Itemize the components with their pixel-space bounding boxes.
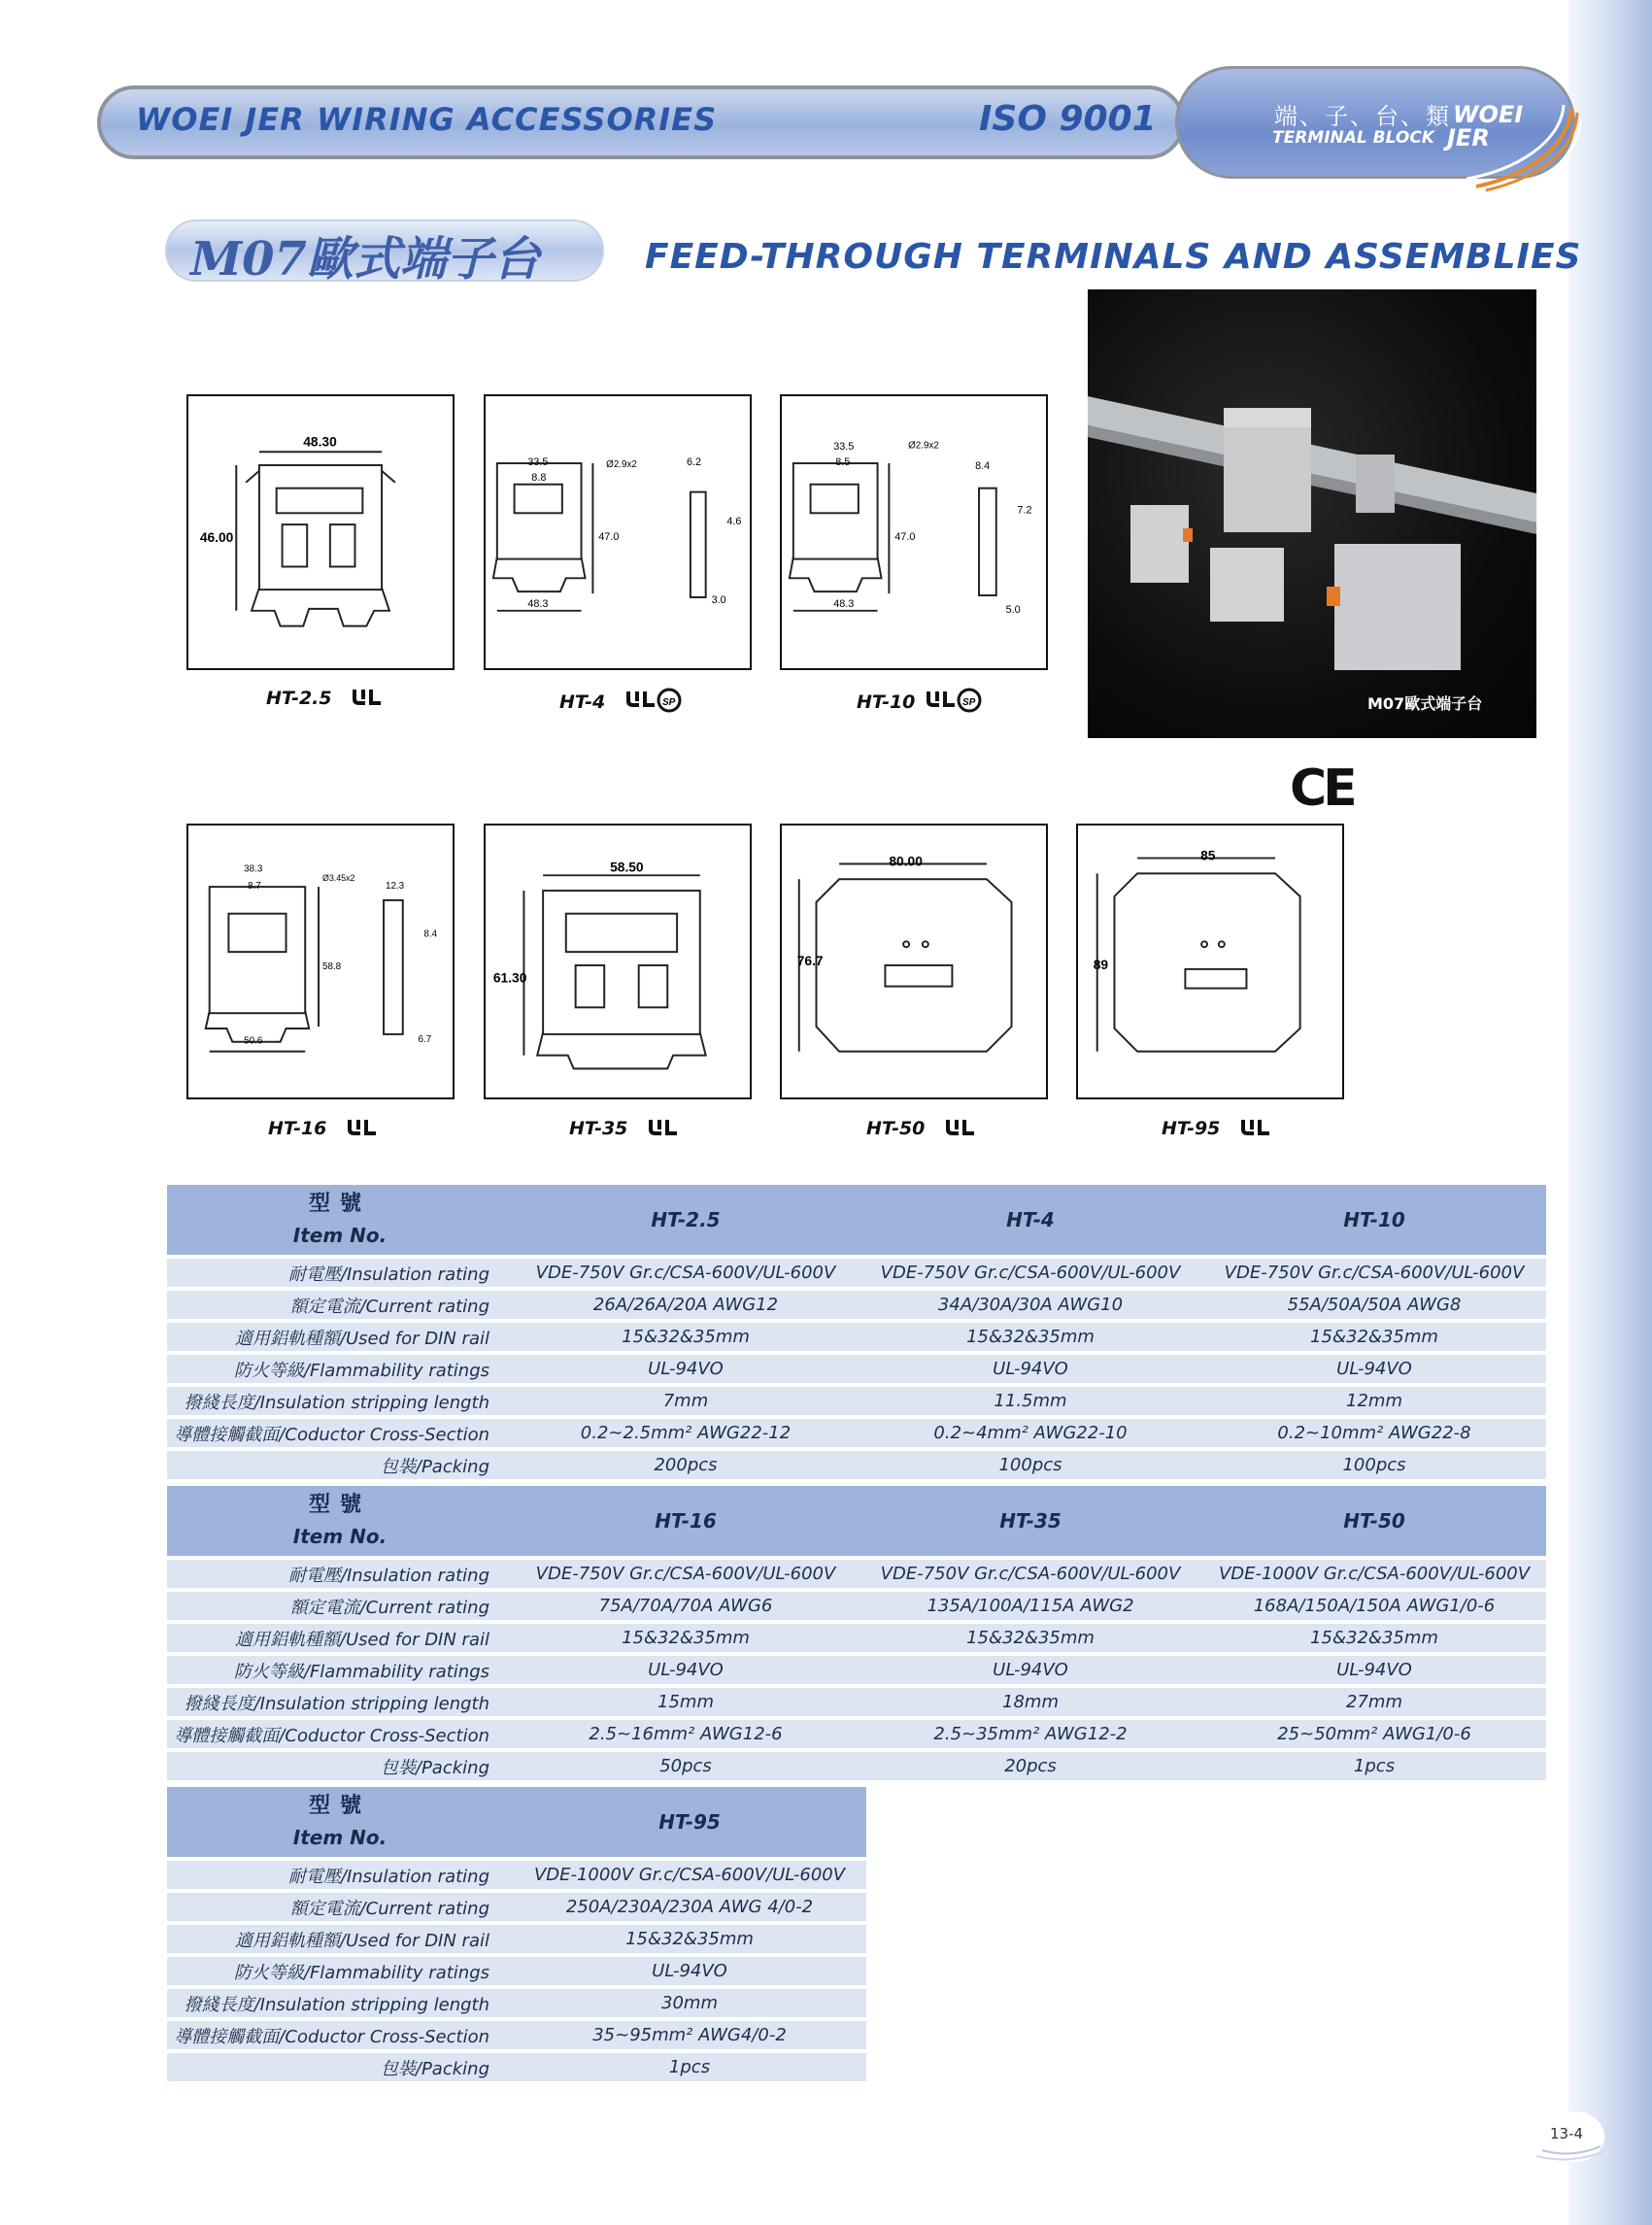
model-label-ht-35 (569, 1118, 681, 1140)
row-label: 包裝/Packing (167, 1451, 513, 1479)
ul-csa-cert-icon (625, 688, 682, 718)
table-cell: 7mm (513, 1387, 859, 1415)
table-cell: UL-94VO (859, 1656, 1202, 1684)
item-no-en: Item No. (292, 1224, 388, 1247)
row-label: 導體接觸截面/Coductor Cross-Section (167, 1720, 513, 1748)
model-label-text: HT-95 (1162, 1118, 1221, 1139)
row-label: 適用鋁軌種額/Used for DIN rail (167, 1925, 513, 1953)
table-cell: 135A/100A/115A AWG2 (859, 1592, 1202, 1620)
model-header: HT-4 (859, 1185, 1202, 1255)
photo-caption: M07歐式端子台 (1367, 694, 1483, 713)
table-cell: 11.5mm (859, 1387, 1202, 1415)
spec-table-1 (167, 1181, 1546, 1483)
page-number: 13-4 (1550, 2125, 1584, 2142)
drawing-ht-10 (780, 394, 1048, 670)
table-cell: 75A/70A/70A AWG6 (513, 1592, 859, 1620)
table-cell: VDE-1000V Gr.c/CSA-600V/UL-600V (1202, 1560, 1546, 1588)
table-row (167, 1656, 1546, 1684)
terminal-drawing-icon (486, 826, 750, 1097)
model-label-text: HT-4 (559, 691, 606, 713)
drawing-ht-95 (1076, 824, 1344, 1099)
drawing-ht-35 (484, 824, 752, 1099)
model-header: HT-50 (1202, 1486, 1546, 1556)
company-logo (1445, 97, 1523, 155)
model-label-ht-2-5 (266, 688, 385, 710)
table-row (167, 1720, 1546, 1748)
table-row (167, 1259, 1546, 1287)
table-cell: 2.5~16mm² AWG12-6 (513, 1720, 859, 1748)
table-cell: 0.2~10mm² AWG22-8 (1202, 1419, 1546, 1447)
table-cell: 27mm (1202, 1688, 1546, 1716)
svg-text:SP: SP (661, 697, 676, 708)
logo-english-text: TERMINAL BLOCK (1272, 128, 1434, 148)
dim-e: 47.0 (598, 530, 620, 543)
dim-f: 48.3 (527, 597, 549, 610)
table-cell: 55A/50A/50A AWG8 (1202, 1291, 1546, 1319)
table-cell: 15mm (513, 1688, 859, 1716)
dim-b: 8.8 (531, 471, 547, 484)
table-cell: 15&32&35mm (513, 1925, 866, 1953)
table-cell: 20pcs (859, 1752, 1202, 1780)
dim-d: 8.4 (423, 928, 438, 940)
model-label-text: HT-35 (569, 1118, 628, 1139)
ul-cert-icon (648, 1118, 681, 1140)
table-cell: 26A/26A/20A AWG12 (513, 1291, 859, 1319)
row-label: 耐電壓/Insulation rating (167, 1560, 513, 1588)
dim-d: 4.6 (726, 516, 742, 528)
table-cell: 50pcs (513, 1752, 859, 1780)
dim-a: 38.3 (244, 863, 263, 875)
ul-csa-cert-icon (926, 688, 982, 718)
dim-b: 8.5 (835, 456, 851, 469)
item-no-en: Item No. (292, 1525, 388, 1548)
ul-cert-icon (945, 1118, 978, 1140)
table-header-row (167, 1787, 866, 1857)
table-cell: VDE-1000V Gr.c/CSA-600V/UL-600V (513, 1861, 866, 1889)
model-header: HT-35 (859, 1486, 1202, 1556)
model-label-text: HT-16 (268, 1118, 327, 1139)
table-row (167, 1355, 1546, 1383)
table-row (167, 1925, 866, 1953)
table-row (167, 1291, 1546, 1319)
logo-mark-jer: JER (1447, 124, 1490, 152)
model-label-ht-95 (1162, 1118, 1273, 1140)
table-cell: 200pcs (513, 1451, 859, 1479)
ul-cert-icon (1240, 1118, 1273, 1140)
table-cell: 1pcs (513, 2053, 866, 2081)
table-row (167, 1419, 1546, 1447)
table-cell: 25~50mm² AWG1/0-6 (1202, 1720, 1546, 1748)
dim-e: 58.8 (321, 961, 342, 972)
header-iso-label: ISO 9001 (979, 99, 1157, 139)
model-label-ht-10 (857, 688, 982, 718)
svg-text:SP: SP (962, 697, 976, 708)
terminal-drawing-icon (782, 396, 1046, 668)
table-cell: 15&32&35mm (1202, 1323, 1546, 1351)
dim-c: 12.3 (386, 881, 405, 893)
table-cell: 100pcs (859, 1451, 1202, 1479)
table-cell: 12mm (1202, 1387, 1546, 1415)
model-header: HT-2.5 (513, 1185, 859, 1255)
table-header-row (167, 1486, 1546, 1556)
drawing-ht-4 (484, 394, 752, 670)
table-cell: UL-94VO (859, 1355, 1202, 1383)
table-cell: UL-94VO (513, 1656, 859, 1684)
item-no-cn: 型號 (308, 1493, 371, 1517)
dim-width: 80.00 (889, 854, 923, 869)
model-label-text: HT-10 (857, 691, 916, 713)
table-row (167, 1592, 1546, 1620)
table-cell: 168A/150A/150A AWG1/0-6 (1202, 1592, 1546, 1620)
page-subtitle: FEED-THROUGH TERMINALS AND ASSEMBLIES (645, 237, 1582, 277)
dim-b: 8.7 (248, 881, 261, 893)
terminal-drawing-icon (486, 396, 750, 668)
terminal-drawing-icon (188, 826, 453, 1097)
table-cell: VDE-750V Gr.c/CSA-600V/UL-600V (1202, 1259, 1546, 1287)
model-label-text: HT-2.5 (266, 688, 332, 709)
table-cell: VDE-750V Gr.c/CSA-600V/UL-600V (859, 1560, 1202, 1588)
dim-c: 6.2 (686, 456, 702, 469)
row-label: 適用鋁軌種額/Used for DIN rail (167, 1323, 513, 1351)
dim-height: 46.00 (199, 529, 234, 545)
dim-f: 48.3 (833, 597, 855, 610)
row-label: 包裝/Packing (167, 1752, 513, 1780)
row-label: 額定電流/Current rating (167, 1893, 513, 1921)
table-cell: 15&32&35mm (513, 1624, 859, 1652)
table-header-row (167, 1185, 1546, 1255)
table-row (167, 1957, 866, 1985)
row-label: 防火等級/Flammability ratings (167, 1656, 513, 1684)
table-row (167, 1752, 1546, 1780)
table-cell: 0.2~2.5mm² AWG22-12 (513, 1419, 859, 1447)
terminal-drawing-icon (1078, 826, 1342, 1097)
table-row (167, 1989, 866, 2017)
drawing-ht-16 (186, 824, 455, 1099)
terminal-drawing-icon (782, 826, 1046, 1097)
table-cell: 15&32&35mm (859, 1624, 1202, 1652)
table-cell: 100pcs (1202, 1451, 1546, 1479)
drawing-ht-50 (780, 824, 1048, 1099)
dim-c: 8.4 (975, 459, 991, 472)
row-label: 撥綫長度/Insulation stripping length (167, 1688, 513, 1716)
table-cell: UL-94VO (1202, 1355, 1546, 1383)
dim-g: 6.7 (418, 1033, 432, 1045)
model-header: HT-16 (513, 1486, 859, 1556)
table-row (167, 1861, 866, 1889)
model-label-ht-50 (866, 1118, 978, 1140)
table-row (167, 1893, 866, 1921)
dim-g: 3.0 (711, 593, 726, 606)
item-no-cn: 型號 (308, 1192, 371, 1216)
row-label: 耐電壓/Insulation rating (167, 1861, 513, 1889)
table-cell: UL-94VO (513, 1355, 859, 1383)
table-row (167, 1451, 1546, 1479)
dim-width: 48.30 (303, 434, 337, 450)
item-no-header (167, 1185, 513, 1255)
row-label: 防火等級/Flammability ratings (167, 1957, 513, 1985)
logo-mark-woei: WOEI (1453, 101, 1524, 128)
row-label: 導體接觸截面/Coductor Cross-Section (167, 2021, 513, 2049)
table-cell: VDE-750V Gr.c/CSA-600V/UL-600V (859, 1259, 1202, 1287)
table-cell: 0.2~4mm² AWG22-10 (859, 1419, 1202, 1447)
table-cell: 1pcs (1202, 1752, 1546, 1780)
item-no-header (167, 1486, 513, 1556)
dim-width: 58.50 (610, 860, 644, 875)
table-cell: 18mm (859, 1688, 1202, 1716)
model-header: HT-95 (513, 1787, 866, 1857)
dim-hole: Ø3.45x2 (321, 873, 355, 884)
table-row (167, 2021, 866, 2049)
ce-mark-icon: CE (1290, 759, 1354, 818)
table-row (167, 1688, 1546, 1716)
row-label: 額定電流/Current rating (167, 1291, 513, 1319)
terminal-drawing-icon (188, 396, 453, 668)
table-cell: 15&32&35mm (1202, 1624, 1546, 1652)
model-label-ht-4 (559, 688, 682, 718)
dim-a: 33.5 (527, 456, 549, 469)
terminal-block-photo-icon (1088, 289, 1536, 738)
ul-cert-icon (347, 1118, 380, 1140)
table-cell: UL-94VO (1202, 1656, 1546, 1684)
table-row (167, 1624, 1546, 1652)
row-label: 包裝/Packing (167, 2053, 513, 2081)
table-cell: 15&32&35mm (513, 1323, 859, 1351)
row-label: 防火等級/Flammability ratings (167, 1355, 513, 1383)
dim-hole: Ø2.9x2 (606, 458, 637, 470)
dim-height: 89 (1093, 957, 1109, 972)
table-row (167, 1560, 1546, 1588)
table-cell: 30mm (513, 1989, 866, 2017)
product-photo (1088, 289, 1536, 738)
table-cell: VDE-750V Gr.c/CSA-600V/UL-600V (513, 1560, 859, 1588)
header-company-title: WOEI JER WIRING ACCESSORIES (136, 101, 718, 138)
table-cell: 15&32&35mm (859, 1323, 1202, 1351)
item-no-en: Item No. (292, 1826, 388, 1849)
table-cell: VDE-750V Gr.c/CSA-600V/UL-600V (513, 1259, 859, 1287)
table-cell: 250A/230A/230A AWG 4/0-2 (513, 1893, 866, 1921)
dim-d: 7.2 (1017, 504, 1032, 517)
dim-height: 76.7 (796, 953, 824, 968)
row-label: 撥綫長度/Insulation stripping length (167, 1989, 513, 2017)
model-header: HT-10 (1202, 1185, 1546, 1255)
item-no-cn: 型號 (308, 1794, 371, 1818)
row-label: 導體接觸截面/Coductor Cross-Section (167, 1419, 513, 1447)
table-row (167, 2053, 866, 2081)
dim-hole: Ø2.9x2 (908, 440, 939, 452)
dim-e: 47.0 (894, 530, 916, 543)
table-cell: 34A/30A/30A AWG10 (859, 1291, 1202, 1319)
dim-width: 85 (1200, 848, 1216, 863)
table-row (167, 1387, 1546, 1415)
table-cell: 35~95mm² AWG4/0-2 (513, 2021, 866, 2049)
spec-table-2 (167, 1482, 1546, 1784)
model-label-text: HT-50 (866, 1118, 926, 1139)
dim-f: 50.6 (244, 1035, 263, 1047)
table-cell: 2.5~35mm² AWG12-2 (859, 1720, 1202, 1748)
table-cell: UL-94VO (513, 1957, 866, 1985)
dim-a: 33.5 (833, 441, 855, 454)
model-label-ht-16 (268, 1118, 380, 1140)
ul-cert-icon (352, 688, 385, 710)
row-label: 額定電流/Current rating (167, 1592, 513, 1620)
row-label: 撥綫長度/Insulation stripping length (167, 1387, 513, 1415)
table-row (167, 1323, 1546, 1351)
item-no-header (167, 1787, 513, 1857)
dim-height: 61.30 (492, 970, 527, 986)
right-decorative-band (1568, 0, 1652, 2225)
page-title: M07歐式端子台 (190, 232, 540, 287)
dim-g: 5.0 (1005, 603, 1021, 616)
drawing-ht-2-5 (186, 394, 455, 670)
spec-table-3 (167, 1783, 866, 2085)
logo-chinese-text: 端、子、台、類 (1274, 103, 1451, 130)
row-label: 適用鋁軌種額/Used for DIN rail (167, 1624, 513, 1652)
row-label: 耐電壓/Insulation rating (167, 1259, 513, 1287)
